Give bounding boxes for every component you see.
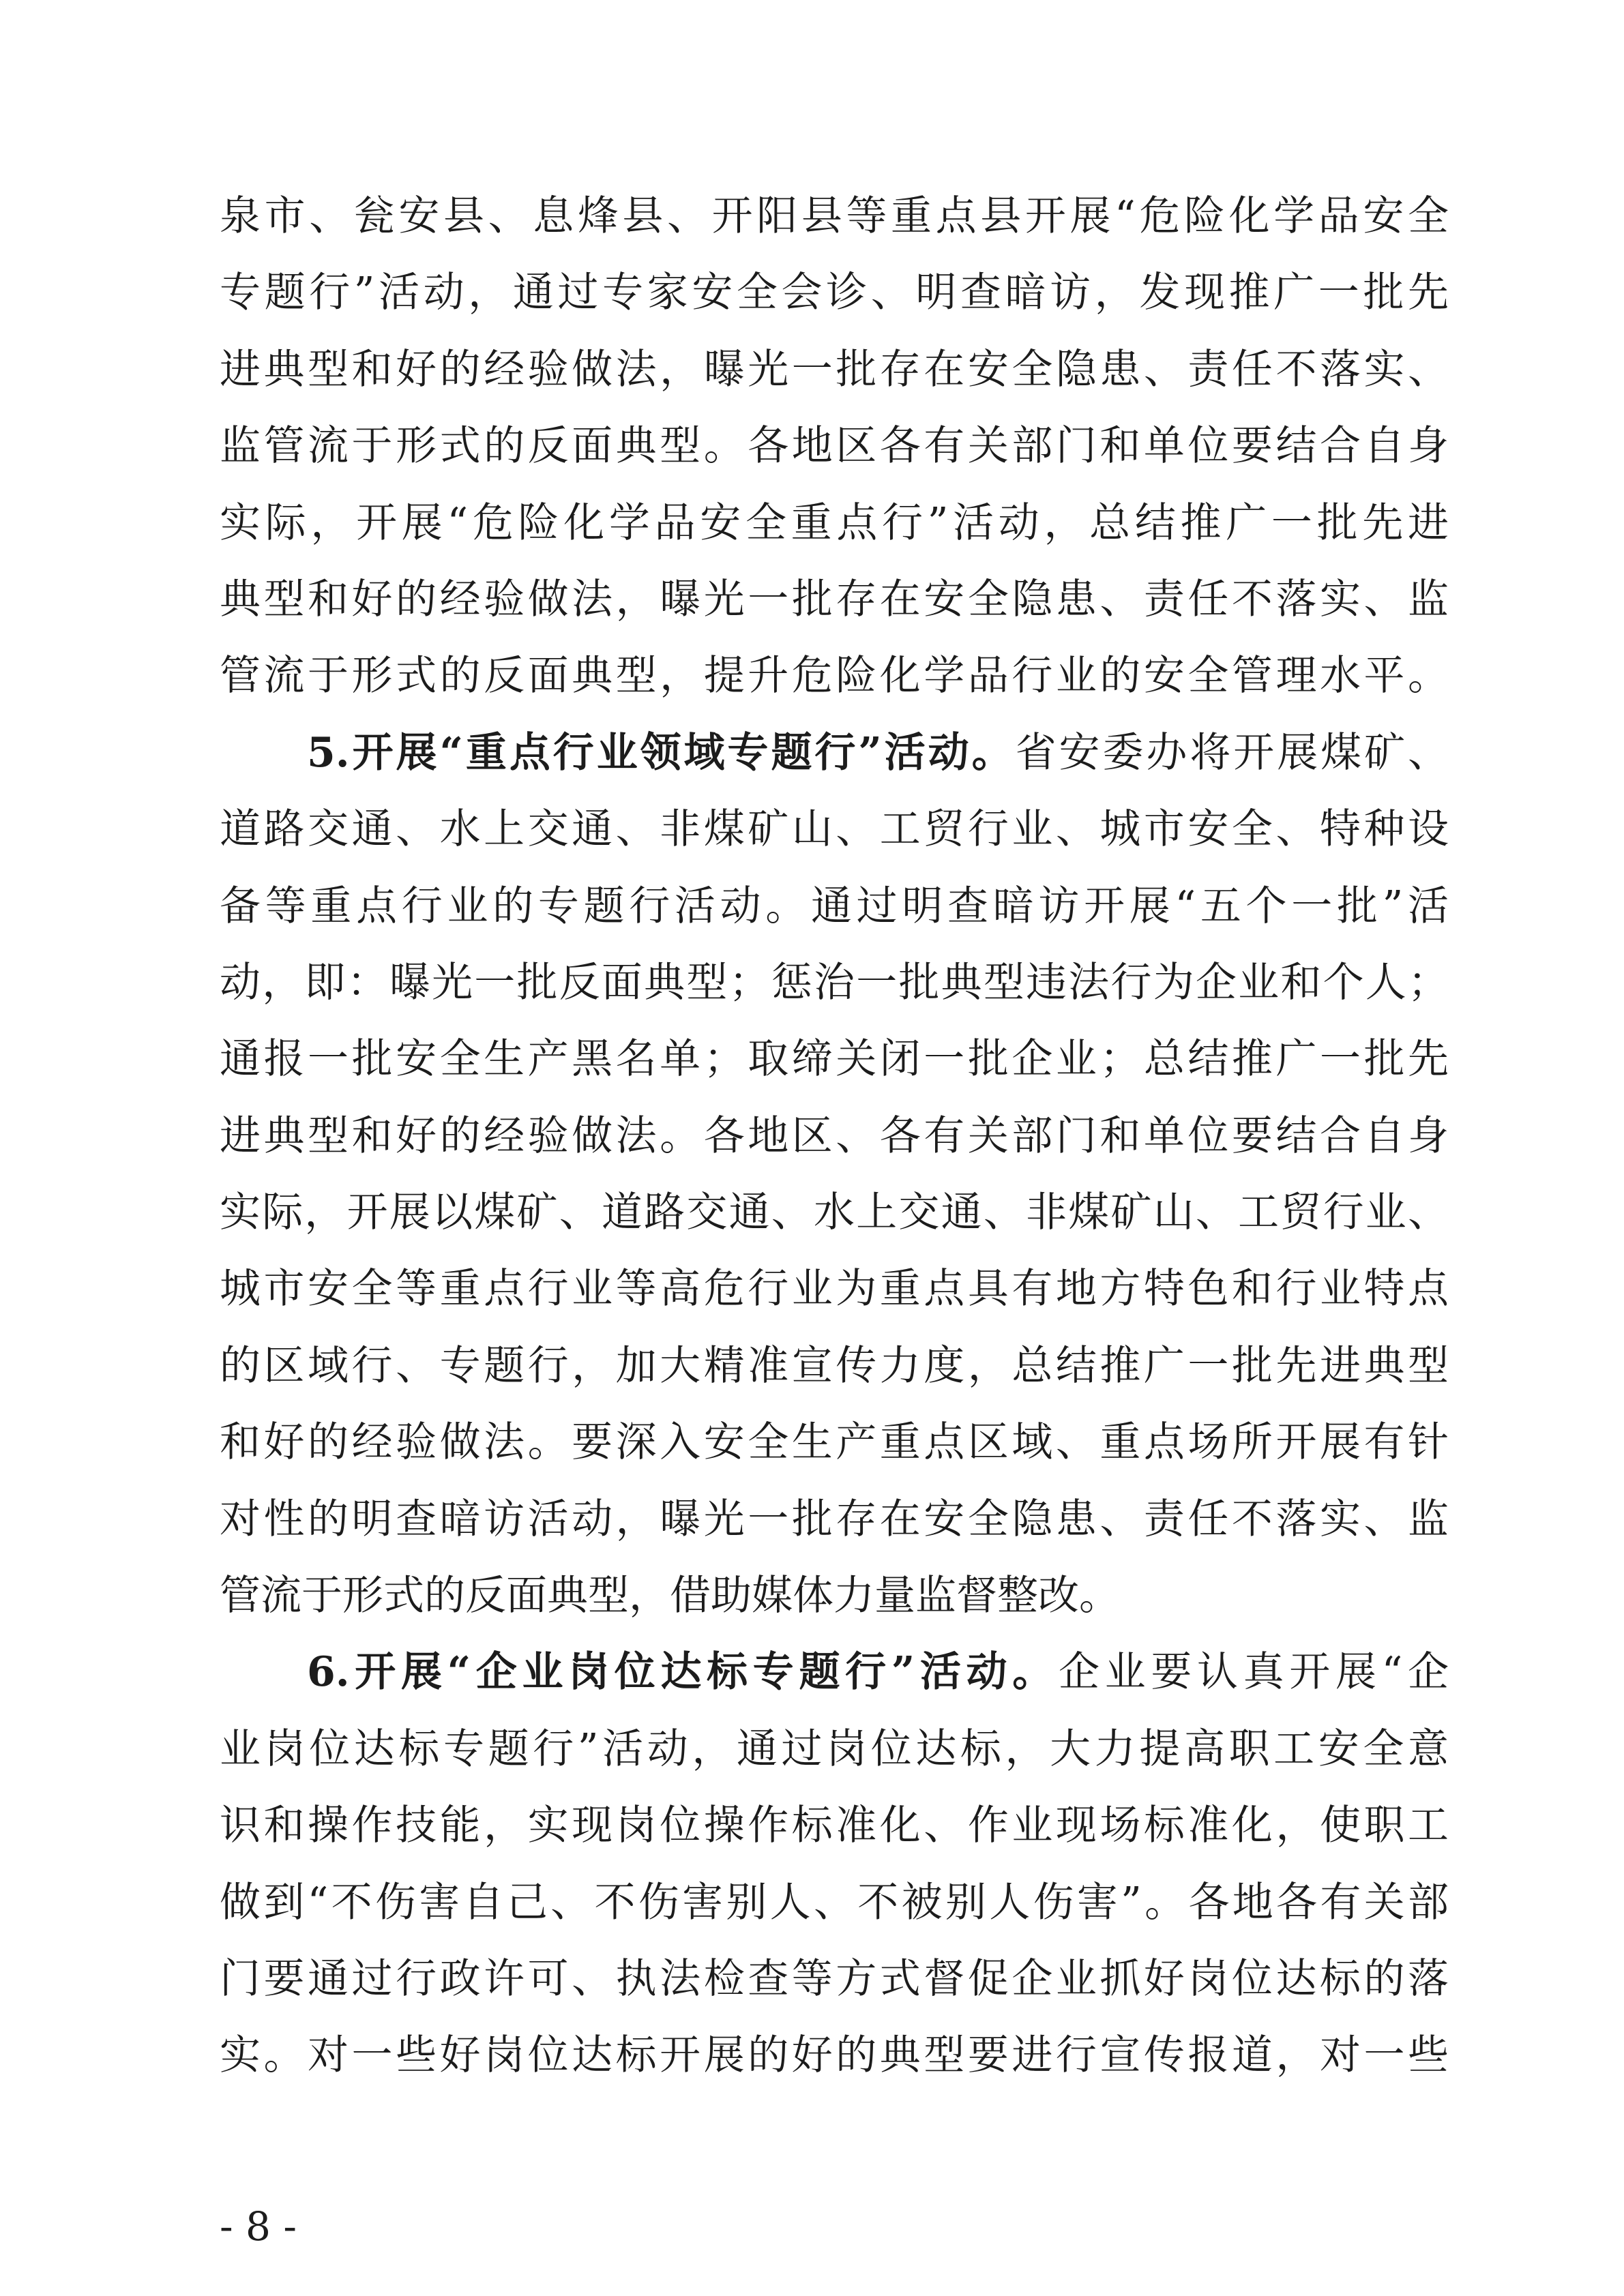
document-body: [220, 178, 1449, 2094]
text-line: 管流于形式的反面典型，提升危险化学品行业的安全管理水平。: [220, 652, 1449, 700]
text-line: 和好的经验做法。要深入安全生产重点区域、重点场所开展有针: [220, 1418, 1449, 1467]
page-number: - 8 -: [220, 2203, 297, 2250]
text-line: 通报一批安全生产黑名单；取缔关闭一批企业；总结推广一批先: [220, 1035, 1449, 1084]
text-line: 实际，开展“危险化学品安全重点行”活动，总结推广一批先进: [220, 498, 1449, 547]
text-line: 的区域行、专题行，加大精准宣传力度，总结推广一批先进典型: [220, 1341, 1449, 1390]
paragraph: [220, 1634, 1449, 2093]
section-heading: 5.开展“重点行业领域专题行”活动。: [307, 728, 1016, 777]
text-line: 监管流于形式的反面典型。各地区各有关部门和单位要结合自身: [220, 422, 1449, 471]
text-line: 泉市、瓮安县、息烽县、开阳县等重点县开展“危险化学品安全: [220, 192, 1449, 240]
text-line: 管流于形式的反面典型，借助媒体力量监督整改。: [220, 1572, 1120, 1620]
text-line-segment: 省安委办将开展煤矿、: [1015, 728, 1449, 777]
text-line: 进典型和好的经验做法，曝光一批存在安全隐患、责任不落实、: [220, 345, 1449, 393]
text-line: 门要通过行政许可、执法检查等方式督促企业抓好岗位达标的落: [220, 1954, 1449, 2003]
text-line: 对性的明查暗访活动，曝光一批存在安全隐患、责任不落实、监: [220, 1495, 1449, 1543]
section-heading-line: [220, 1634, 1449, 1710]
section-heading: 6.开展“企业岗位达标专题行”活动。: [307, 1648, 1059, 1697]
text-line: 典型和好的经验做法，曝光一批存在安全隐患、责任不落实、监: [220, 575, 1449, 623]
text-line: 备等重点行业的专题行活动。通过明查暗访开展“五个一批”活: [220, 882, 1449, 930]
section-heading-line: [220, 715, 1449, 791]
text-line: 识和操作技能，实现岗位操作标准化、作业现场标准化，使职工: [220, 1802, 1449, 1850]
text-line-segment: 企业要认真开展“企: [1058, 1648, 1449, 1697]
paragraph: [220, 715, 1449, 1635]
text-line: 实。对一些好岗位达标开展的好的典型要进行宣传报道，对一些: [220, 2031, 1449, 2080]
paragraph: [220, 178, 1449, 715]
text-line: 动，即：曝光一批反面典型；惩治一批典型违法行为企业和个人；: [220, 958, 1449, 1007]
text-line: 实际，开展以煤矿、道路交通、水上交通、非煤矿山、工贸行业、: [220, 1189, 1449, 1237]
text-line: 城市安全等重点行业等高危行业为重点具有地方特色和行业特点: [220, 1265, 1449, 1313]
text-line: 进典型和好的经验做法。各地区、各有关部门和单位要结合自身: [220, 1112, 1449, 1160]
text-line: 业岗位达标专题行”活动，通过岗位达标，大力提高职工安全意: [220, 1725, 1449, 1773]
text-line: 专题行”活动，通过专家安全会诊、明查暗访，发现推广一批先: [220, 269, 1449, 317]
text-line: 做到“不伤害自己、不伤害别人、不被别人伤害”。各地各有关部: [220, 1878, 1449, 1926]
text-line: 道路交通、水上交通、非煤矿山、工贸行业、城市安全、特种设: [220, 805, 1449, 854]
